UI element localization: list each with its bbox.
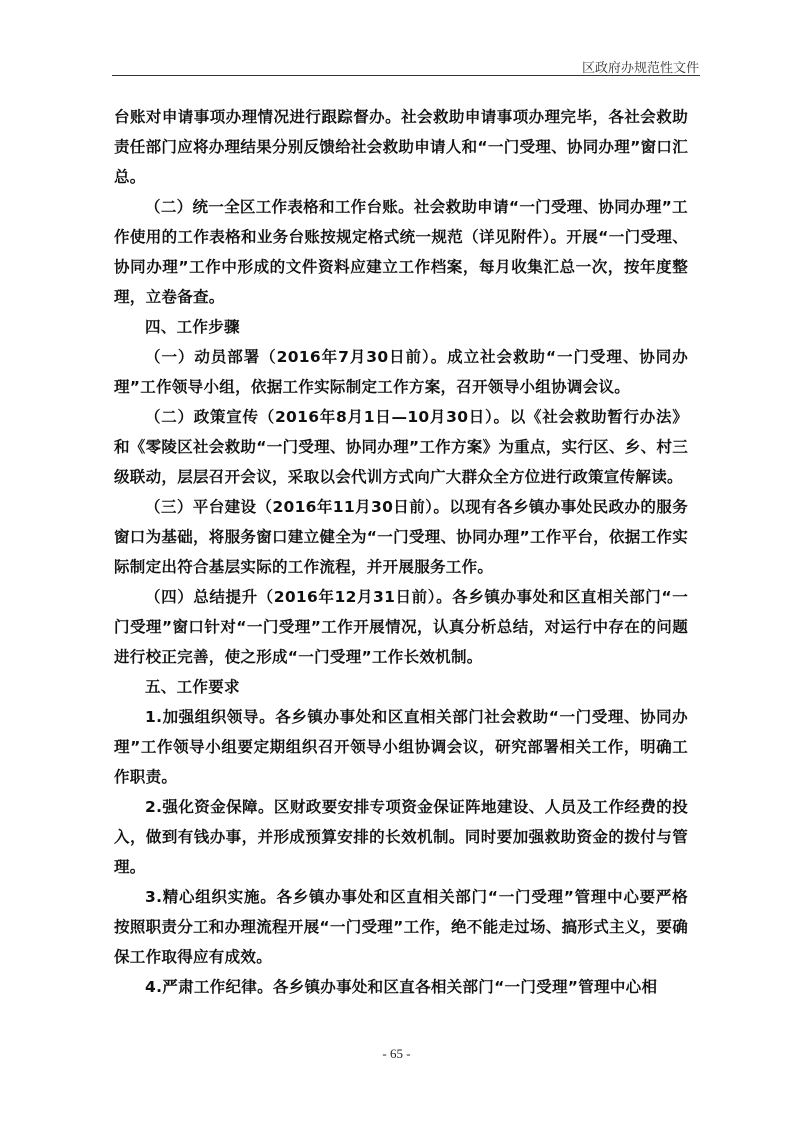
paragraph-req-1: 1.加强组织领导。各乡镇办事处和区直相关部门社会救助“一门受理、协同办理”工作领导小组要定期组织召开领导小组协调会议，研究部署相关工作，明确工作职责。	[114, 708, 688, 786]
paragraph-step-3: （三）平台建设（2016年11月30日前）。以现有各乡镇办事处民政办的服务窗口为基础，将服务窗口建立健全为“一门受理、协同办理”工作平台，依据工作实际制定出符合基层实际的工作流程，并开展服务工作。	[114, 498, 688, 576]
page-number: - 65 -	[382, 1046, 411, 1061]
paragraph-req-3: 3.精心组织实施。各乡镇办事处和区直相关部门“一门受理”管理中心要严格按照职责分工和办理流程开展“一门受理”工作，绝不能走过场、搞形式主义，要确保工作取得应有成效。	[114, 888, 688, 966]
paragraph-2: （二）统一全区工作表格和工作台账。社会救助申请“一门受理、协同办理”工作使用的工作表格和业务台账按规定格式统一规范（详见附件）。开展“一门受理、协同办理”工作中形成的文件资料应建立工作档案，每月收集汇总一次，按年度整理，立卷备查。	[114, 198, 688, 306]
paragraph-1: 台账对申请事项办理情况进行跟踪督办。社会救助申请事项办理完毕，各社会救助责任部门应将办理结果分别反馈给社会救助申请人和“一门受理、协同办理”窗口汇总。	[114, 108, 688, 186]
section-heading-steps: 四、工作步骤	[145, 318, 240, 336]
paragraph-step-1: （一）动员部署（2016年7月30日前）。成立社会救助“一门受理、协同办理”工作领导小组，依据工作实际制定工作方案，召开领导小组协调会议。	[114, 348, 688, 396]
paragraph-req-4: 4.严肃工作纪律。各乡镇办事处和区直各相关部门“一门受理”管理中心相	[145, 978, 658, 996]
document-body	[114, 102, 688, 1002]
paragraph-step-4: （四）总结提升（2016年12月31日前）。各乡镇办事处和区直相关部门“一门受理”窗口针对“一门受理”工作开展情况，认真分析总结，对运行中存在的问题进行校正完善，使之形成“一门受理”工作长效机制。	[114, 588, 688, 666]
paragraph-req-2: 2.强化资金保障。区财政要安排专项资金保证阵地建设、人员及工作经费的投入，做到有钱办事，并形成预算安排的长效机制。同时要加强救助资金的拨付与管理。	[114, 798, 688, 876]
header-divider	[112, 75, 700, 76]
section-heading-requirements: 五、工作要求	[145, 678, 240, 696]
page-header-title: 区政府办规范性文件	[581, 61, 699, 76]
paragraph-step-2: （二）政策宣传（2016年8月1日—10月30日）。以《社会救助暂行办法》和《零陵区社会救助“一门受理、协同办理”工作方案》为重点，实行区、乡、村三级联动，层层召开会议，采取以会代训方式向广大群众全方位进行政策宣传解读。	[114, 408, 688, 486]
